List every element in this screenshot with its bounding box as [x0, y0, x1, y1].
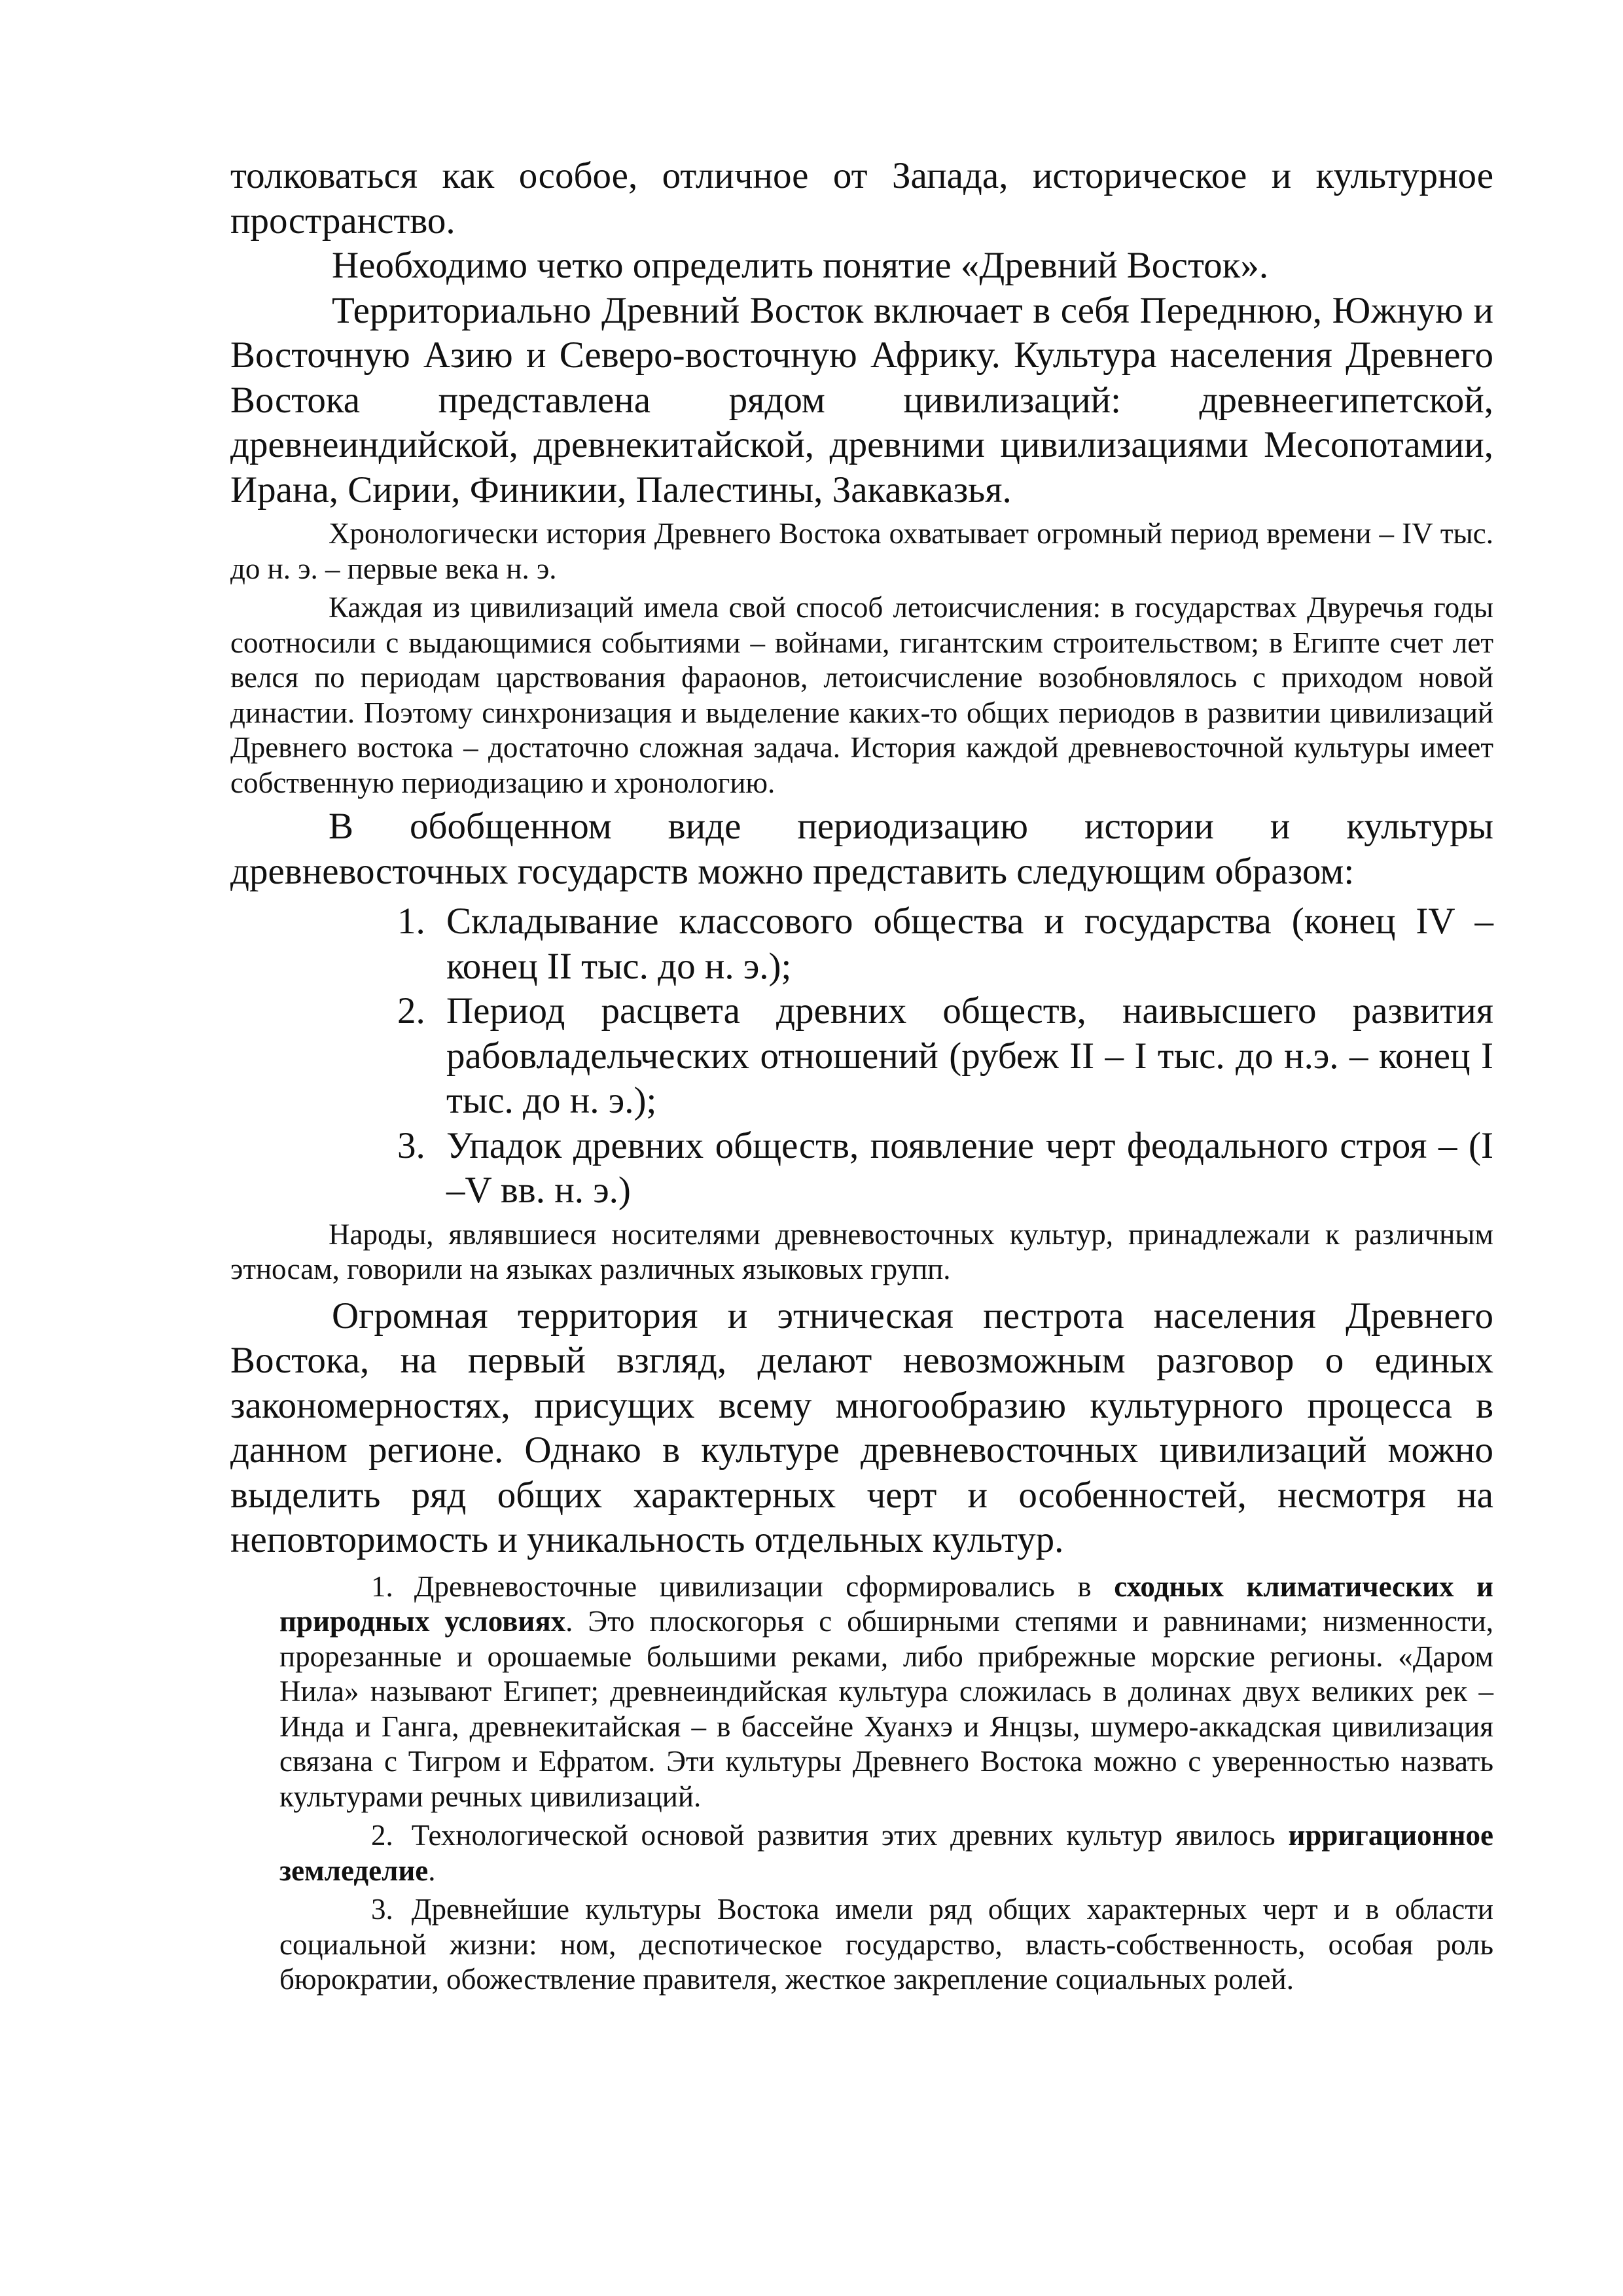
list-item-number: 1.	[397, 901, 425, 942]
paragraph-definition-intro: Необходимо четко определить понятие «Древний Восток».	[332, 245, 1269, 286]
periodization-list	[230, 899, 1493, 1213]
feature-number: 2.	[371, 1819, 393, 1852]
list-item	[230, 989, 1493, 1124]
list-item-text: Период расцвета древних обществ, наивысшего развития рабовладельческих отношений (рубеж II – I тыс. до н.э. – конец I тыс. до н. э.);	[446, 990, 1493, 1121]
feature-text-pre: Технологической основой развития этих древних культур явилось	[411, 1819, 1289, 1852]
feature-text-pre: Древнейшие культуры Востока имели ряд общих характерных черт и в области социальной жизни: ном, деспотическое государство, власть-собственность, особая роль бюрократии, обожествление правителя, жесткое закрепление социальных ролей.	[279, 1893, 1493, 1996]
feature-text-bold: сходных климатических и природных условиях	[279, 1570, 1493, 1638]
paragraph-calendars: Каждая из цивилизаций имела свой способ летоисчисления: в государствах Двуречья годы соотносили с выдающимися событиями – войнами, гигантским строительством; в Египте счет лет велся по периодам царствования фараонов, летоисчисление возобновлялось с приходом новой династии. Поэтому синхронизация и выделение каких-то общих периодов в развитии цивилизаций Древнего востока – достаточно сложная задача. История каждой древневосточной культуры имеет собственную периодизацию и хронологию.	[230, 591, 1493, 799]
list-item	[230, 899, 1493, 989]
paragraph-periodization-intro: В обобщенном виде периодизацию истории и культуры древневосточных государств можно представить следующим образом:	[230, 806, 1493, 892]
feature-number: 1.	[371, 1570, 393, 1603]
list-item-text: Складывание классового общества и государства (конец IV – конец II тыс. до н. э.);	[446, 901, 1493, 987]
feature-text-pre: Древневосточные цивилизации сформировались в	[414, 1570, 1115, 1603]
feature-text-post: . Это плоскогорья с обширными степями и равнинами; низменности, прорезанные и орошаемые большими реками, либо прибрежные морские регионы. «Даром Нила» называют Египет; древнеиндийская культура сложилась в долинах двух великих рек – Инда и Ганга, древнекитайская – в бассейне Хуанхэ и Янцзы, шумеро-аккадская цивилизация связана с Тигром и Ефратом. Эти культуры Древнего Востока можно с уверенностью назвать культурами речных цивилизаций.	[279, 1605, 1493, 1813]
paragraph-peoples: Народы, являвшиеся носителями древневосточных культур, принадлежали к различным этносам, говорили на языках различных языковых групп.	[230, 1217, 1493, 1285]
list-item	[230, 1124, 1493, 1213]
paragraph-territory: Территориально Древний Восток включает в себя Переднюю, Южную и Восточную Азию и Северо-восточную Африку. Культура населения Древнего Востока представлена рядом цивилизаций: древнеегипетской, древнеиндийской, древнекитайской, древними цивилизациями Месопотамии, Ирана, Сирии, Финикии, Палестины, Закавказья.	[230, 289, 1493, 511]
paragraph-common-features: Огромная территория и этническая пестрота населения Древнего Востока, на первый взгляд, делают невозможным разговор о единых закономерностях, присущих всему многообразию культурного процесса в данном регионе. Однако в культуре древневосточных цивилизаций можно выделить ряд общих характерных черт и особенностей, несмотря на неповторимость и уникальность отдельных культур.	[230, 1295, 1493, 1560]
document-page	[230, 154, 1493, 1998]
list-item-text: Упадок древних обществ, появление черт феодального строя – (I –V вв. н. э.)	[446, 1124, 1493, 1211]
list-item-number: 3.	[397, 1124, 425, 1166]
paragraph-chronology: Хронологически история Древнего Востока охватывает огромный период времени – IV тыс. до н. э. – первые века н. э.	[230, 517, 1493, 585]
feature-item	[230, 1570, 1493, 1815]
feature-text-bold: ирригационное земледелие	[279, 1819, 1493, 1887]
feature-item	[230, 1892, 1493, 1998]
feature-text-post: .	[428, 1854, 436, 1887]
feature-item	[230, 1818, 1493, 1888]
paragraph-continuation: толковаться как особое, отличное от Запада, историческое и культурное пространство.	[230, 155, 1493, 242]
list-item-number: 2.	[397, 990, 425, 1031]
feature-number: 3.	[371, 1893, 393, 1926]
